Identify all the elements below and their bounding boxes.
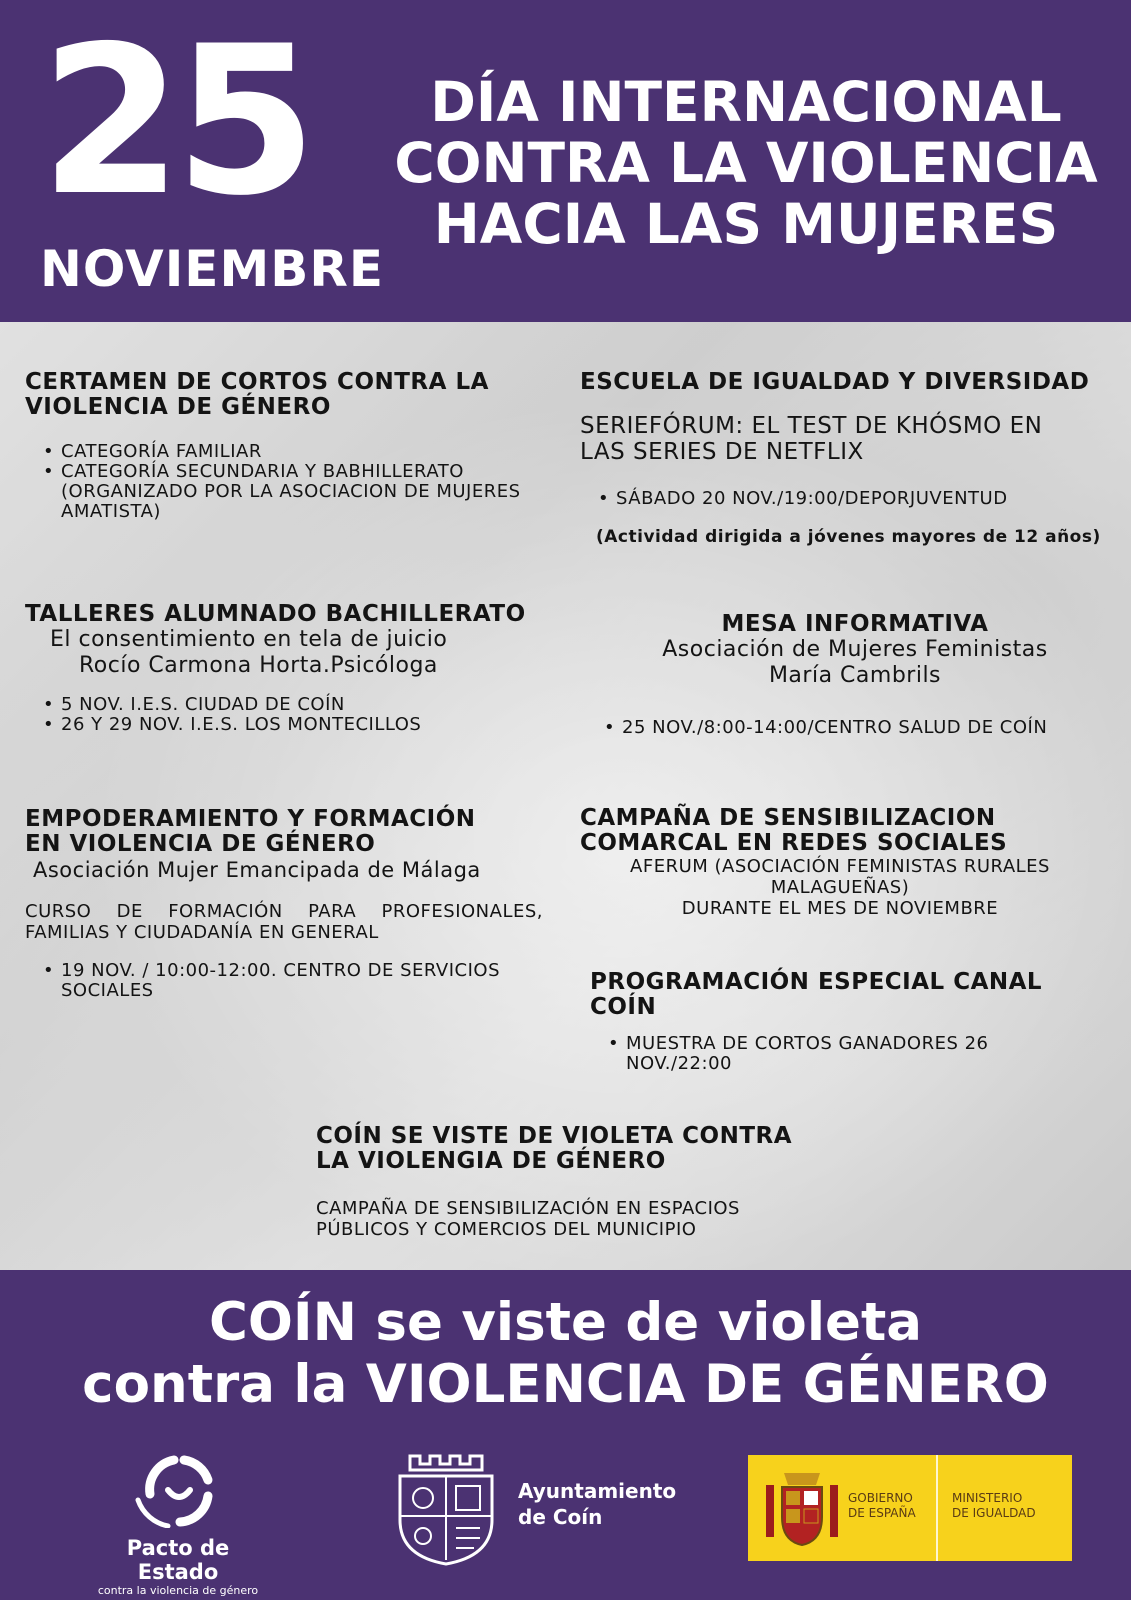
month-label: NOVIEMBRE [40,240,384,298]
list-item: • CATEGORÍA FAMILIAR [39,442,555,462]
mesa-title: MESA INFORMATIVA [721,611,989,637]
title-line: CERTAMEN DE CORTOS CONTRA LA [25,369,489,395]
subtitle-line: SERIEFÓRUM: EL TEST DE KHÓSMO EN [580,413,1043,439]
escuela-title: ESCUELA DE IGUALDAD Y DIVERSIDAD [580,369,1090,395]
mesa-list [600,718,1120,738]
text-line: PÚBLICOS Y COMERCIOS DEL MUNICIPIO [316,1219,697,1240]
title-line: COMARCAL EN REDES SOCIALES [580,830,1008,856]
pacto-circle-icon [128,1450,228,1528]
title-line: PROGRAMACIÓN ESPECIAL CANAL [590,969,1043,995]
pacto-de-estado-logo [88,1450,268,1597]
ayuntamiento-line: Ayuntamiento [518,1479,677,1503]
coat-of-arms-icon [762,1467,842,1549]
title-line: EMPODERAMIENTO Y FORMACIÓN [25,806,476,832]
campana-section [580,806,1110,919]
talleres-subtitle-2: Rocío Carmona Horta.Psicóloga [79,653,438,678]
list-item: • MUESTRA DE CORTOS GANADORES 26 NOV./22:00 [604,1034,1024,1074]
escuela-note: (Actividad dirigida a jóvenes mayores de 12 años) [596,527,1101,547]
campana-title [580,806,1110,856]
ministerio-line: MINISTERIO [952,1491,1023,1505]
certamen-title [25,370,555,420]
programacion-title [590,970,1110,1020]
empoderamiento-section [25,807,543,1001]
escuela-list [594,489,1120,509]
violeta-title [316,1124,856,1174]
programacion-section [590,970,1110,1074]
text-line: MALAGUEÑAS) [770,877,910,898]
text-line: CAMPAÑA DE SENSIBILIZACIÓN EN ESPACIOS [316,1198,740,1219]
empoderamiento-description: CURSO DE FORMACIÓN PARA PROFESIONALES, FAMILIAS Y CIUDADANÍA EN GENERAL [25,901,543,943]
coin-shield-icon [390,1448,502,1566]
title-line: COÍN [590,994,657,1020]
pacto-name: Pacto de Estado [126,1536,230,1584]
title-line: DÍA INTERNACIONAL [430,70,1062,134]
gobierno-text [848,1491,916,1521]
page-title [386,72,1106,255]
slogan-line: COÍN se viste de violeta [208,1292,923,1353]
header-banner [0,0,1131,322]
day-number: 25 [40,3,310,241]
empoderamiento-title [25,807,543,857]
text-line: DURANTE EL MES DE NOVIEMBRE [681,898,999,919]
programacion-list [604,1034,1024,1074]
escuela-subtitle [580,413,1120,465]
violeta-text [316,1198,856,1240]
talleres-subtitle-1: El consentimiento en tela de juicio [50,627,448,652]
campana-text [580,856,1100,919]
mesa-subtitle-1: Asociación de Mujeres Feministas [662,637,1048,662]
title-line: EN VIOLENCIA DE GÉNERO [25,831,376,857]
certamen-section [25,370,555,522]
list-item: • 19 NOV. / 10:00-12:00. CENTRO DE SERVICIOS SOCIALES [39,961,529,1001]
title-line: CONTRA LA VIOLENCIA [394,131,1098,195]
talleres-title: TALLERES ALUMNADO BACHILLERATO [25,601,526,627]
gobierno-logo [748,1455,1072,1561]
title-line: COÍN SE VISTE DE VIOLETA CONTRA [316,1123,793,1149]
ayuntamiento-name [518,1478,676,1530]
ministerio-text [952,1491,1036,1521]
subtitle-line: LAS SERIES DE NETFLIX [580,439,864,465]
footer-banner [0,1270,1131,1600]
ayuntamiento-line: de Coín [518,1505,603,1529]
slogan [0,1292,1131,1416]
pacto-tagline: contra la violencia de género [97,1584,259,1597]
talleres-section [25,602,555,735]
text-line: AFERUM (ASOCIACIÓN FEMINISTAS RURALES [630,856,1050,877]
talleres-list [39,695,555,735]
list-item: • CATEGORÍA SECUNDARIA Y BABHILLERATO (ORGANIZADO POR LA ASOCIACION DE MUJERES AMATISTA) [39,462,555,522]
gobierno-line: GOBIERNO [848,1491,913,1505]
divider [936,1455,938,1561]
escuela-section [580,370,1120,548]
slogan-line: contra la VIOLENCIA DE GÉNERO [82,1354,1049,1415]
violeta-section [316,1124,856,1240]
title-line: LA VIOLENGIA DE GÉNERO [316,1148,666,1174]
certamen-list [39,442,555,522]
empoderamiento-subtitle: Asociación Mujer Emancipada de Málaga [33,858,481,882]
title-line: VIOLENCIA DE GÉNERO [25,394,331,420]
ministerio-line: DE IGUALDAD [952,1506,1036,1520]
title-line: HACIA LAS MUJERES [433,192,1059,256]
title-line: CAMPAÑA DE SENSIBILIZACION [580,805,996,831]
list-item: • 26 Y 29 NOV. I.E.S. LOS MONTECILLOS [39,715,555,735]
empoderamiento-list [39,961,529,1001]
mesa-section [600,612,1110,689]
program-content [0,322,1131,1270]
ayuntamiento-logo [390,1448,690,1568]
list-item: • 25 NOV./8:00-14:00/CENTRO SALUD DE COÍN [600,718,1120,738]
gobierno-line: DE ESPAÑA [848,1506,916,1520]
mesa-subtitle-2: María Cambrils [768,663,942,688]
list-item: • 5 NOV. I.E.S. CIUDAD DE COÍN [39,695,555,715]
list-item: • SÁBADO 20 NOV./19:00/DEPORJUVENTUD [594,489,1120,509]
